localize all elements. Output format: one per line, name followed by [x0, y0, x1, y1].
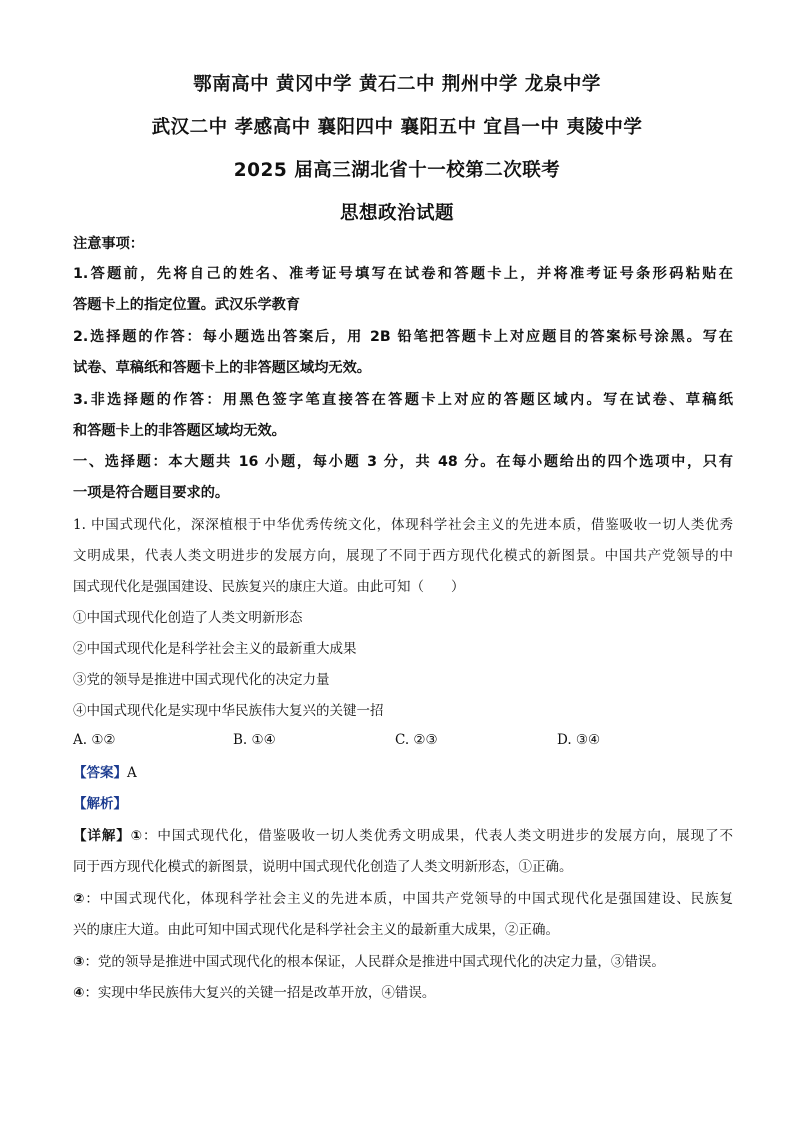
notice-item-1-line-1: 1.答题前，先将自己的姓名、准考证号填写在试卷和答题卡上，并将准考证号条形码粘贴在	[73, 266, 733, 282]
analysis-tag: 【解析】	[73, 796, 127, 812]
detail-2-line-1	[73, 889, 733, 909]
section-1-heading-line-2: 一项是符合题目要求的。	[73, 485, 230, 501]
analysis-row	[73, 794, 733, 814]
schools-line-2: 武汉二中 孝感高中 襄阳四中 襄阳五中 宜昌一中 夷陵中学	[151, 117, 643, 138]
notice-item-3-line-1: 3.非选择题的作答：用黑色签字笔直接答在答题卡上对应的答题区域内。写在试卷、草稿纸	[73, 392, 733, 408]
question-1-option-a: A. ①②	[73, 732, 116, 748]
subject-title: 思想政治试题	[339, 203, 454, 224]
question-1-stem-line-1: 1. 中国式现代化，深深植根于中华优秀传统文化，体现科学社会主义的先进本质，借鉴吸收一切人类优秀	[73, 517, 733, 533]
detail-4-number: ④	[73, 985, 85, 1001]
detail-1-number: ①	[130, 828, 143, 844]
detail-2-line-2: 兴的康庄大道。由此可知中国式现代化是科学社会主义的最新重大成果，②正确。	[73, 922, 559, 938]
notice-item-3-line-2: 和答题卡上的非答题区域均无效。	[73, 423, 286, 439]
detail-1-line-1	[73, 826, 733, 846]
detail-3-text: ：党的领导是推进中国式现代化的根本保证，人民群众是推进中国式现代化的决定力量，③错误。	[84, 954, 665, 970]
detail-1-text: ：中国式现代化，借鉴吸收一切人类优秀文明成果，代表人类文明进步的发展方向，展现了不	[143, 828, 733, 844]
notice-heading: 注意事项：	[73, 236, 144, 252]
detail-3-line-1	[73, 952, 733, 972]
question-1-stem-line-2: 文明成果，代表人类文明进步的发展方向，展现了不同于西方现代化模式的新图景。中国共产党领导的中	[73, 548, 733, 564]
detail-tag: 【详解】	[73, 828, 131, 844]
question-1-stem-line-3: 国式现代化是强国建设、民族复兴的康庄大道。由此可知（ ）	[73, 579, 465, 595]
answer-row	[73, 763, 733, 783]
answer-value: A	[127, 765, 137, 781]
question-1-option-d: D. ③④	[557, 732, 601, 748]
question-1-statement-1: ①中国式现代化创造了人类文明新形态	[73, 610, 303, 626]
question-1-statement-2: ②中国式现代化是科学社会主义的最新重大成果	[73, 641, 357, 657]
detail-2-text: ：中国式现代化，体现科学社会主义的先进本质，中国共产党领导的中国式现代化是强国建设、民族复	[85, 891, 733, 907]
detail-4-line-1	[73, 983, 733, 1003]
detail-3-number: ③	[73, 954, 85, 970]
notice-item-1-line-2: 答题卡上的指定位置。武汉乐学教育	[73, 297, 301, 313]
schools-line-1: 鄂南高中 黄冈中学 黄石二中 荆州中学 龙泉中学	[193, 74, 601, 95]
question-1-statement-4: ④中国式现代化是实现中华民族伟大复兴的关键一招	[73, 703, 384, 719]
question-1-option-c: C. ②③	[395, 732, 438, 748]
question-1-statement-3: ③党的领导是推进中国式现代化的决定力量	[73, 672, 330, 688]
question-1-option-b: B. ①④	[233, 732, 276, 748]
answer-tag: 【答案】	[73, 765, 127, 781]
section-1-heading-line-1: 一、选择题：本大题共 16 小题，每小题 3 分，共 48 分。在每小题给出的四个选项中，只有	[73, 454, 733, 470]
notice-item-2-line-2: 试卷、草稿纸和答题卡上的非答题区域均无效。	[73, 360, 371, 376]
exam-title: 2025 届高三湖北省十一校第二次联考	[233, 160, 561, 181]
notice-item-2-line-1: 2.选择题的作答：每小题选出答案后，用 2B 铅笔把答题卡上对应题目的答案标号涂黑。写在	[73, 329, 733, 345]
detail-1-line-2: 同于西方现代化模式的新图景，说明中国式现代化创造了人类文明新形态，①正确。	[73, 859, 573, 875]
detail-4-text: ：实现中华民族伟大复兴的关键一招是改革开放，④错误。	[84, 985, 436, 1001]
detail-2-number: ②	[73, 891, 86, 907]
